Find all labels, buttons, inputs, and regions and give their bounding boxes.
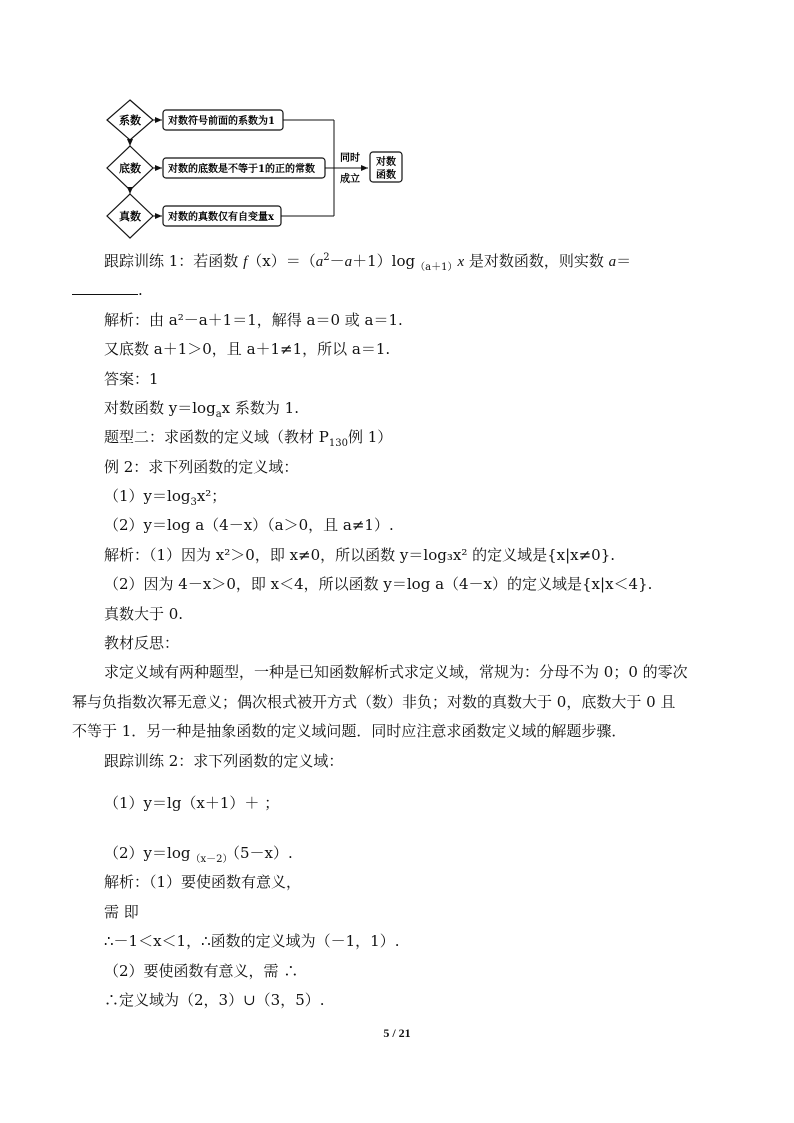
solution3-line2: 需 即 [104, 903, 139, 921]
diamond-label-coefficient: 系数 [119, 114, 141, 127]
solution1-line2: 又底数 a＋1＞0，且 a＋1≠1，所以 a＝1. [104, 340, 391, 358]
solution3-line1: 解析：（1）要使函数有意义， [104, 873, 302, 891]
reflection-para-line2: 幂与负指数次幂无意义；偶次根式被开方式（数）非负；对数的真数大于 0，底数大于 0 且 [72, 693, 676, 711]
reflection-para-line1: 求定义域有两种题型，一种是已知函数解析式求定义域，常规为：分母不为 0；0 的零次 [104, 663, 688, 681]
solution1-line1: 解析：由 a²－a＋1＝1，解得 a＝0 或 a＝1. [104, 311, 403, 329]
condition-text-argument: 对数的真数仅有自变量x [168, 212, 274, 223]
condition-text-base: 对数的底数是不等于1的正的常数 [168, 164, 315, 175]
diamond-label-base: 底数 [119, 162, 141, 175]
solution3-line4: （2）要使函数有意义，需 ∴ [104, 962, 299, 980]
solution2-line1: 解析：（1）因为 x²＞0，即 x≠0，所以函数 y＝log₃x² 的定义域是{x|x≠0}. [104, 546, 616, 564]
result-text-top: 对数 [376, 157, 396, 168]
practice2-item2: $(2)y=\log_{(x-2)}(5-x)$. [104, 844, 293, 865]
merge-label-top: 同时 [340, 153, 360, 164]
example2-item2: （2）y＝log a（4－x）（a＞0，且 a≠1）. [104, 516, 394, 534]
reflection-heading: 教材反思： [104, 634, 180, 652]
practice1-answer-blank: . [72, 279, 143, 301]
practice2-heading: 跟踪训练 2：求下列函数的定义域： [104, 752, 344, 770]
solution3-line5: ∴定义域为（2，3）∪（3，5）. [104, 991, 325, 1009]
note-argument: 真数大于 0. [104, 605, 184, 623]
diamond-label-argument: 真数 [119, 210, 141, 223]
practice1-question: 跟踪训练 1：若函数 $f(x)=(a^2-a+1)\log_{(a+1)}x$ 是对数函数，则实数 a＝ [104, 252, 632, 273]
flowchart-diagram [0, 0, 794, 240]
reflection-para-line3: 不等于 1．另一种是抽象函数的定义域问题．同时应注意求函数定义域的解题步骤． [72, 722, 627, 740]
result-text-bottom: 函数 [376, 170, 396, 181]
answer-line: 答案：1 [104, 370, 159, 388]
example2-heading: 例 2：求下列函数的定义域： [104, 458, 299, 476]
example2-item1: $(1)y=\log_3x^2$； [104, 487, 227, 508]
type2-heading: 题型二：求函数的定义域（教材 $P_{130}$例 1） [104, 428, 393, 449]
merge-label-bottom: 成立 [340, 174, 360, 185]
solution2-line2: （2）因为 4－x＞0，即 x＜4，所以函数 y＝log a（4－x）的定义域是{x|x＜4}. [104, 575, 653, 593]
solution3-line3: ∴－1＜x＜1，∴函数的定义域为（－1，1）. [104, 932, 400, 950]
condition-text-coefficient: 对数符号前面的系数为1 [168, 116, 275, 127]
practice2-item1: （1）y＝lg（x＋1）＋ ； [104, 794, 280, 812]
page-number: 5 / 21 [383, 1026, 411, 1040]
answer-blank [72, 280, 138, 295]
note-coefficient: 对数函数 $y=\log_ax$ 系数为 1. [104, 399, 299, 420]
